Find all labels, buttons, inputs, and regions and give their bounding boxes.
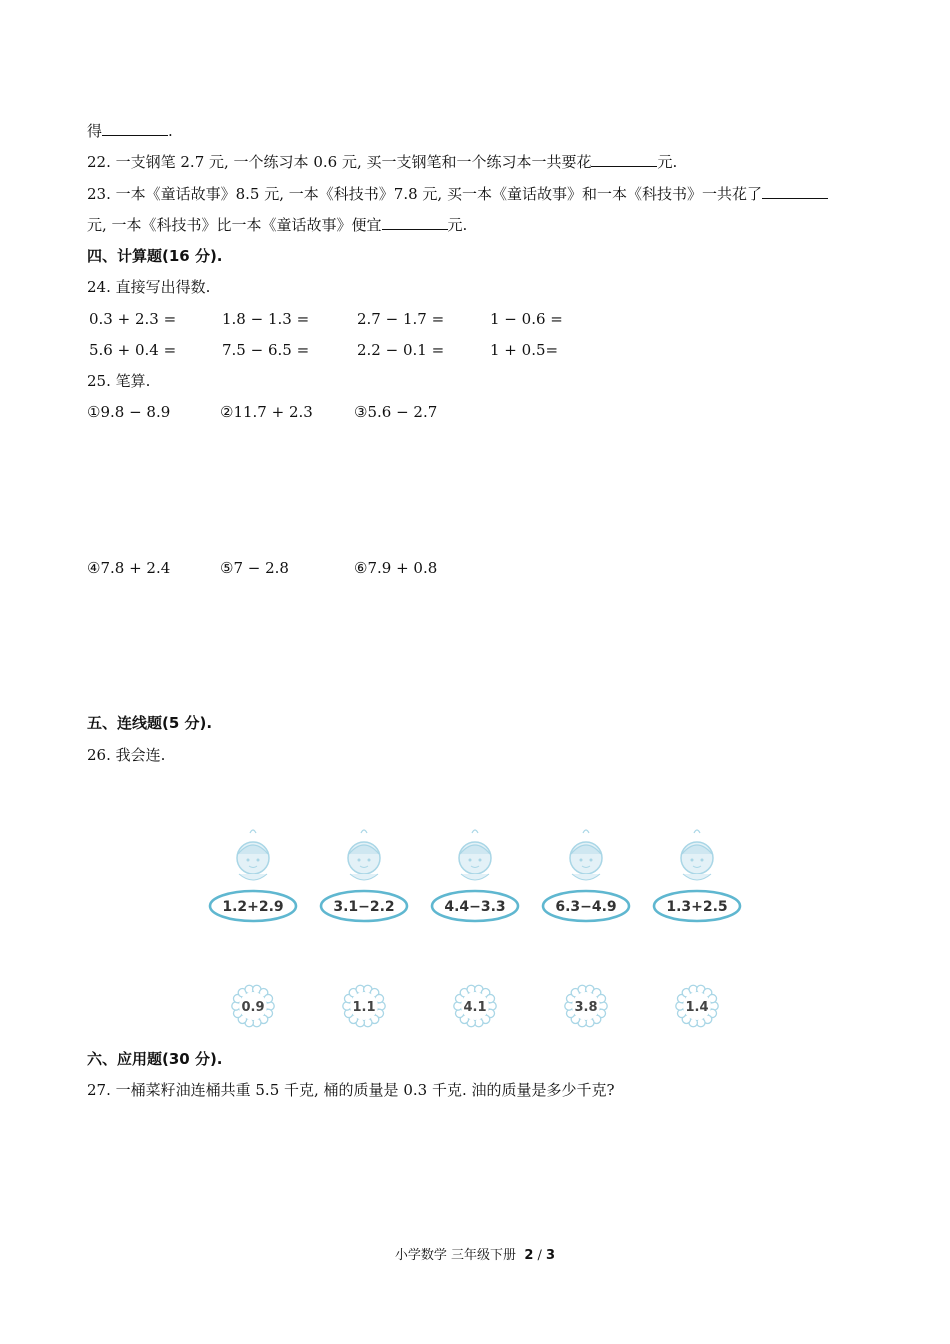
q23-line2 (87, 215, 467, 235)
q24-item: 2.2 − 0.1 = (357, 341, 445, 359)
section-4-heading: 四、计算题(16 分). (87, 247, 223, 265)
q23-text: 23. 一本《童话故事》8.5 元, 一本《科技书》7.8 元, 买一本《童话故事》和一本《科技书》一共花了 (87, 185, 762, 203)
cartoon-child-icon (237, 830, 269, 880)
footer-page: 2 (524, 1248, 534, 1263)
matching-figure (200, 820, 750, 1040)
q21-answer-blank[interactable] (102, 121, 168, 136)
q24-item: 1 − 0.6 = (490, 310, 563, 328)
cartoon-child-icon (570, 830, 602, 880)
q27-text: 27. 一桶菜籽油连桶共重 5.5 千克, 桶的质量是 0.3 千克. 油的质量是多少千克? (87, 1081, 615, 1099)
cartoon-child-icon (348, 830, 380, 880)
answer-label: 1.4 (685, 1000, 709, 1015)
q25-title: 25. 笔算. (87, 372, 151, 390)
page-footer (0, 1248, 950, 1264)
q26-title: 26. 我会连. (87, 746, 166, 764)
answer-label: 4.1 (463, 1000, 487, 1015)
q24-item: 1.8 − 1.3 = (222, 310, 310, 328)
q24-item: 7.5 − 6.5 = (222, 341, 310, 359)
expression-label: 1.2+2.9 (222, 899, 284, 915)
q25-item: ②11.7 + 2.3 (220, 403, 313, 421)
q21-tail (87, 121, 173, 141)
q24-item: 5.6 + 0.4 = (89, 341, 177, 359)
expression-label: 6.3−4.9 (555, 899, 617, 915)
cartoon-child-icon (681, 830, 713, 880)
expression-label: 3.1−2.2 (333, 899, 395, 915)
q25-item: ⑥7.9 + 0.8 (354, 559, 438, 577)
footer-subject: 小学数学 三年级下册 (394, 1248, 517, 1263)
q25-item: ①9.8 − 8.9 (87, 403, 171, 421)
q23-answer-blank-2[interactable] (382, 215, 448, 230)
q25-item: ⑤7 − 2.8 (220, 559, 289, 577)
q24-title: 24. 直接写出得数. (87, 278, 211, 296)
q22-text: 22. 一支钢笔 2.7 元, 一个练习本 0.6 元, 买一支钢笔和一个练习本一共要花 (87, 153, 592, 171)
q22-end: 元. (657, 153, 678, 171)
answer-label: 1.1 (352, 1000, 376, 1015)
q23-end: 元. (447, 216, 468, 234)
q22-answer-blank[interactable] (591, 152, 657, 167)
answer-label: 3.8 (574, 1000, 598, 1015)
footer-sep: / (537, 1248, 542, 1263)
expression-label: 4.4−3.3 (444, 899, 506, 915)
section-6-heading: 六、应用题(30 分). (87, 1050, 223, 1068)
q21-end: . (168, 122, 173, 140)
expression-label: 1.3+2.5 (666, 899, 728, 915)
q23-answer-blank-1[interactable] (762, 184, 828, 199)
answer-label: 0.9 (241, 1000, 265, 1015)
q22 (87, 152, 677, 172)
q24-item: 0.3 + 2.3 = (89, 310, 177, 328)
q23-text-2: 元, 一本《科技书》比一本《童话故事》便宜 (87, 216, 382, 234)
cartoon-child-icon (459, 830, 491, 880)
footer-total: 3 (546, 1248, 556, 1263)
q21-text: 得 (87, 122, 103, 140)
q24-item: 2.7 − 1.7 = (357, 310, 445, 328)
q24-item: 1 + 0.5= (490, 341, 559, 359)
q25-item: ④7.8 + 2.4 (87, 559, 171, 577)
matching-figure-svg (200, 820, 750, 1040)
section-5-heading: 五、连线题(5 分). (87, 714, 213, 732)
q23-line1 (87, 184, 828, 204)
q25-item: ③5.6 − 2.7 (354, 403, 438, 421)
